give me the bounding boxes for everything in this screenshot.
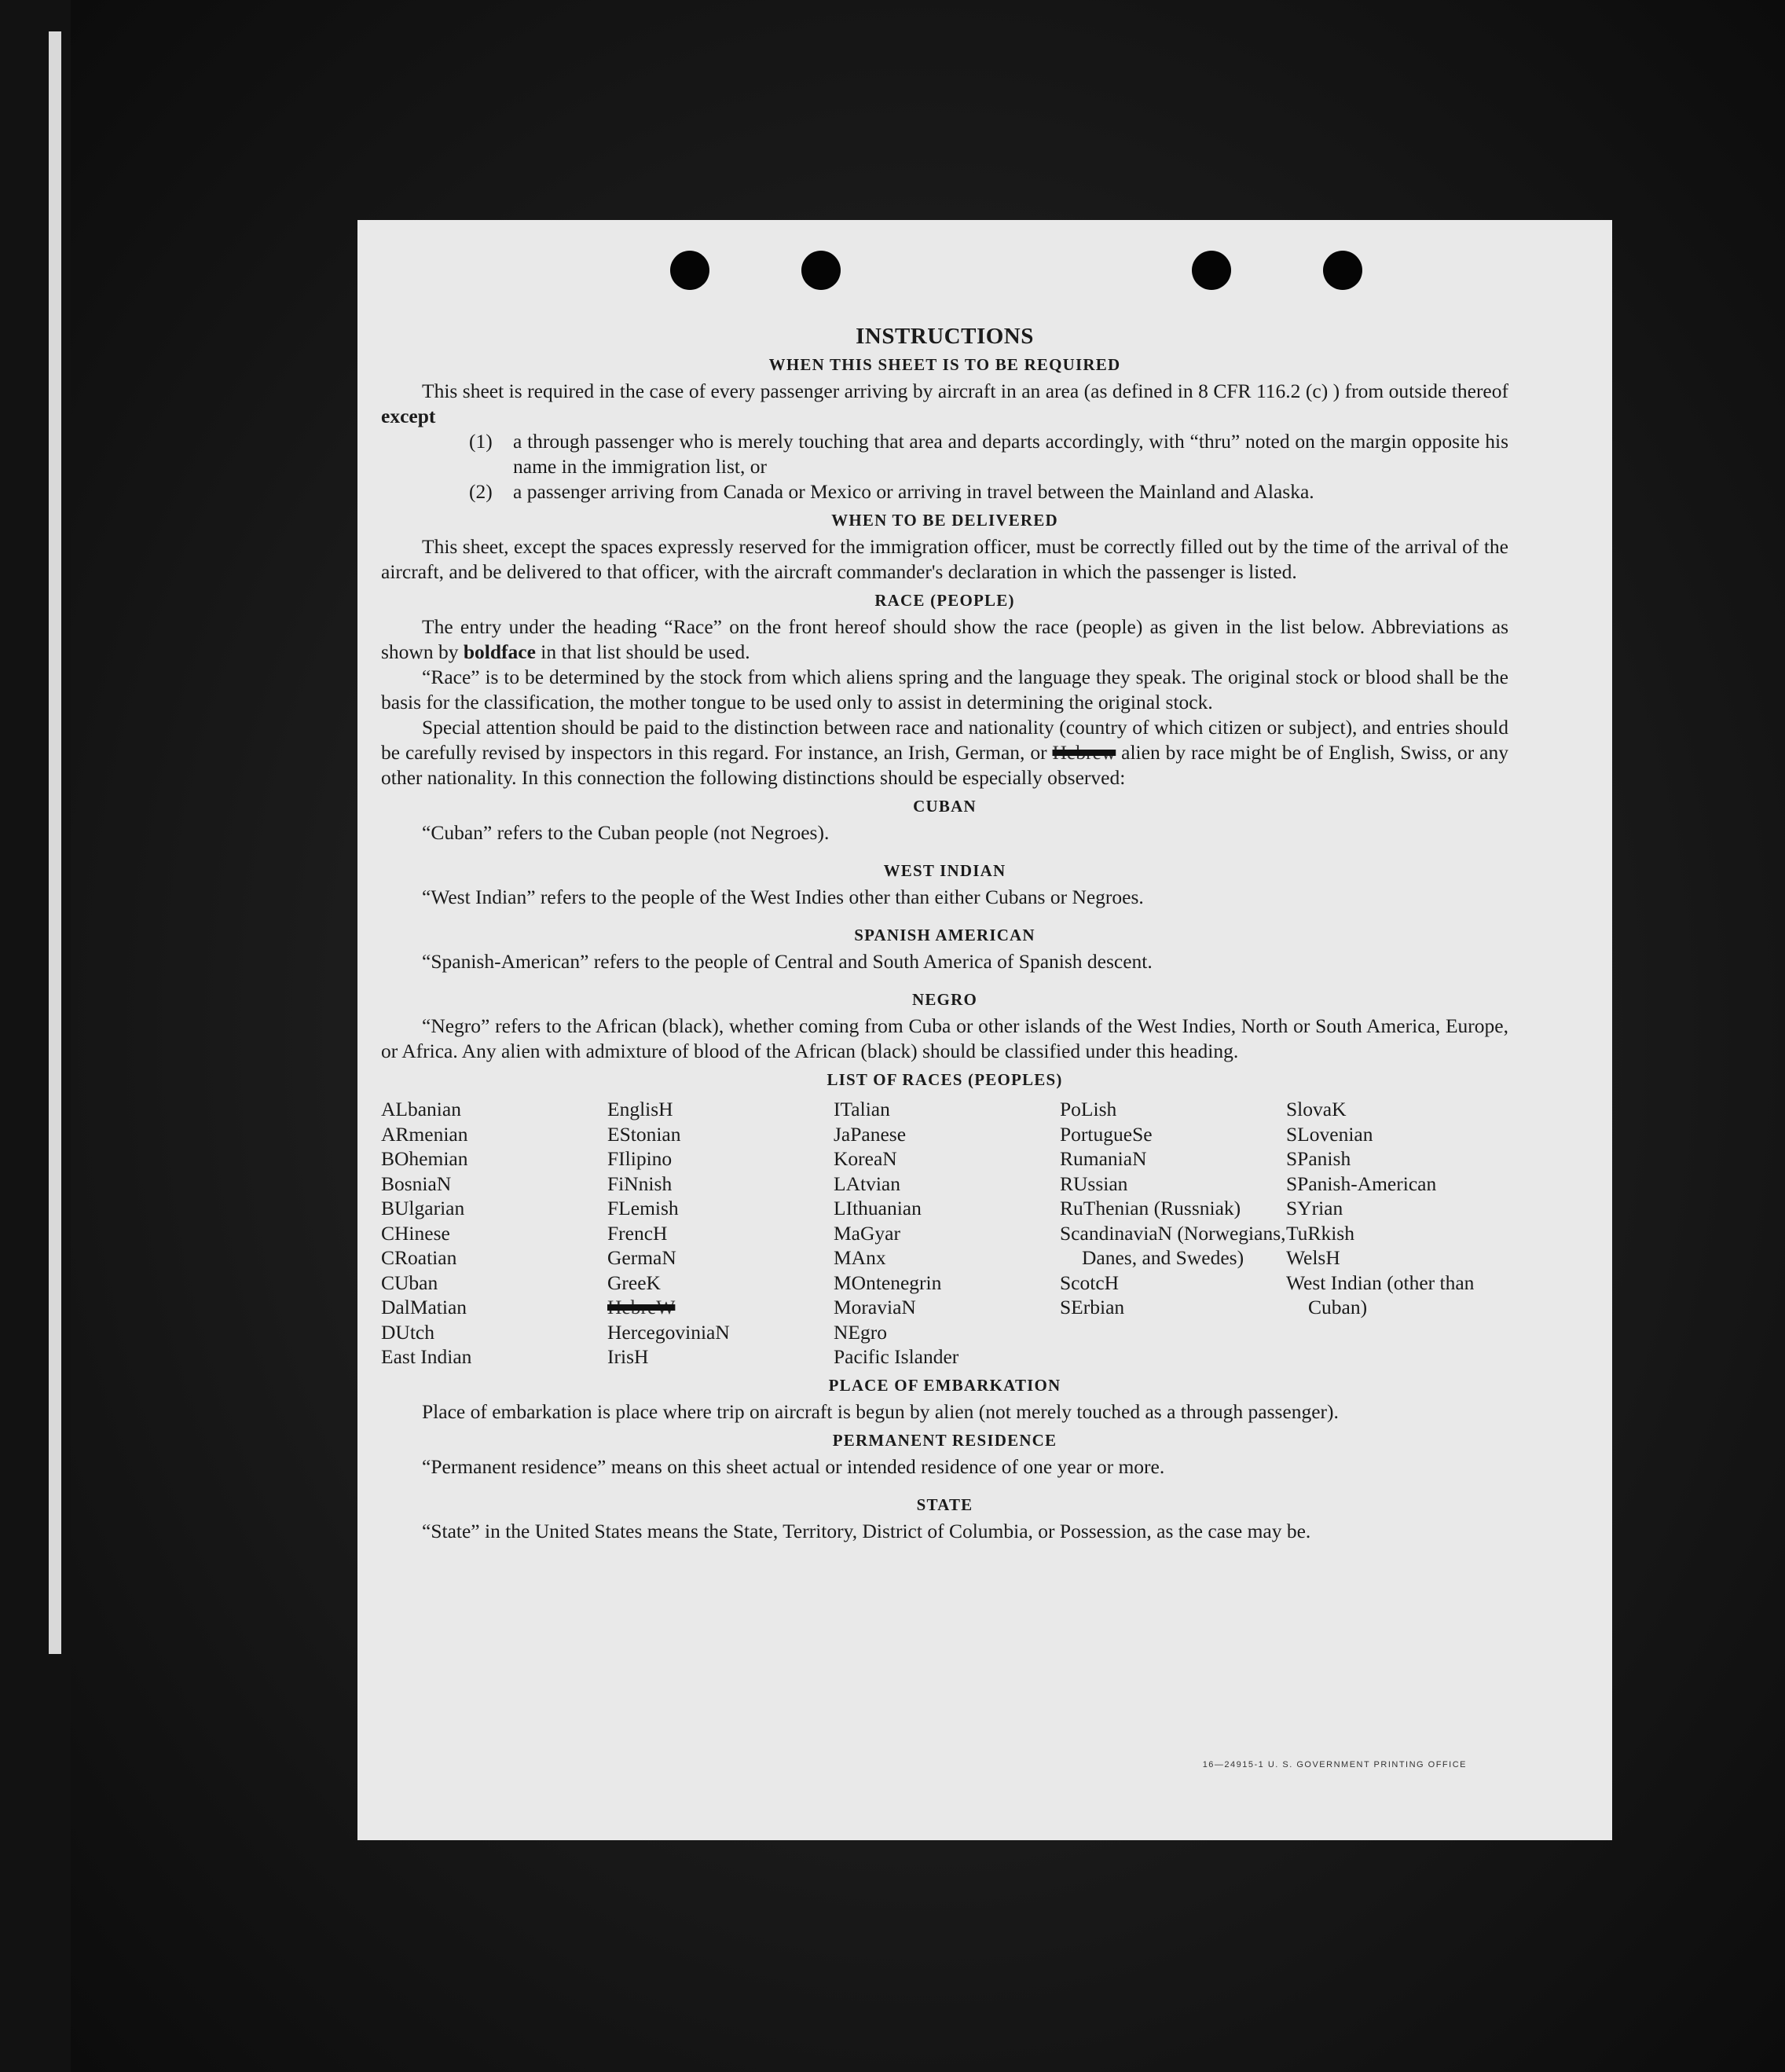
race-entry: PortugueSe <box>1060 1122 1153 1146</box>
races-list <box>381 1097 1508 1370</box>
race-entry: CHinese <box>381 1221 450 1245</box>
race-entry: ScandinaviaN (Norwegians, Danes, and Swedes) <box>1060 1221 1286 1269</box>
paragraph-race-1 <box>381 614 1508 665</box>
race-entry: ARmenian <box>381 1122 468 1146</box>
race-3-text-a: Special attention should be paid to the distinction between race and nationality (country of which citizen or subject), and entries should be carefully revised by inspectors in this regard. For instance, an Irish, German, or <box>381 716 1508 764</box>
race-entry-struck: HebreW <box>607 1296 676 1318</box>
paragraph-west-indian: “West Indian” refers to the people of the West Indies other than either Cubans or Negroes. <box>422 886 1144 908</box>
heading-negro: NEGRO <box>911 990 977 1009</box>
paragraph-required-text: This sheet is required in the case of every passenger arriving by aircraft in an area (as defined in 8 CFR 116.2 (c) ) from outside thereof <box>422 380 1508 402</box>
heading-cuban: CUBAN <box>913 797 977 816</box>
heading-spanish-american: SPANISH AMERICAN <box>854 926 1035 944</box>
page-title: INSTRUCTIONS <box>856 324 1034 349</box>
list-item <box>381 429 1508 479</box>
paragraph-cuban: “Cuban” refers to the Cuban people (not Negroes). <box>422 821 830 844</box>
race-entry: FrencH <box>607 1221 668 1245</box>
races-column-3 <box>834 1097 1060 1370</box>
except-word: except <box>381 405 436 427</box>
race-entry: SLovenian <box>1286 1122 1373 1146</box>
punch-hole <box>1323 251 1362 290</box>
heading-state: STATE <box>916 1494 973 1514</box>
race-entry: FLemish <box>607 1197 679 1219</box>
heading-race: RACE (PEOPLE) <box>874 591 1015 610</box>
race-entry: East Indian <box>381 1345 472 1368</box>
race-1-text-a: The entry under the heading “Race” on the front hereof should show the race (people) as given in the list below. Abbreviations as shown by <box>381 615 1508 663</box>
race-1-text-b: in that list should be used. <box>535 640 750 663</box>
race-entry: DalMatian <box>381 1296 467 1318</box>
punch-hole <box>801 251 841 290</box>
struck-word: Hebrew <box>1052 741 1116 764</box>
race-entry: FiNnish <box>607 1172 673 1195</box>
race-entry: RUssian <box>1060 1172 1128 1195</box>
paragraph-delivered: This sheet, except the spaces expressly reserved for the immigration officer, must be correctly filled out by the time of the arrival of the aircraft, and be delivered to that officer, with the aircraft commander's declaration in which the passenger is listed. <box>381 535 1508 583</box>
race-entry: LAtvian <box>834 1172 900 1195</box>
list-text: a passenger arriving from Canada or Mexico or arriving in travel between the Mainland and Alaska. <box>513 480 1314 503</box>
punch-hole <box>1192 251 1231 290</box>
race-entry: SlovaK <box>1286 1098 1347 1120</box>
list-item <box>381 479 1508 504</box>
race-entry: EStonian <box>607 1122 681 1146</box>
race-3-text-b: alien by race might be of English, Swiss, or any other nationality. In this connection the following distinctions should be especially observed: <box>381 741 1508 789</box>
race-entry: BUlgarian <box>381 1197 465 1219</box>
race-entry: KoreaN <box>834 1147 897 1170</box>
races-column-2 <box>607 1097 834 1370</box>
race-entry: TuRkish <box>1286 1221 1354 1245</box>
races-column-5 <box>1286 1097 1508 1370</box>
races-column-4 <box>1060 1097 1286 1370</box>
heading-list-of-races: LIST OF RACES (PEOPLES) <box>827 1070 1063 1089</box>
race-entry: Pacific Islander <box>834 1345 959 1368</box>
paragraph-negro: “Negro” refers to the African (black), whether coming from Cuba or other islands of the West Indies, North or South America, Europe, or Africa. Any alien with admixture of blood of the African (black) should be classified under this heading. <box>381 1014 1508 1062</box>
race-entry: MaGyar <box>834 1221 900 1245</box>
race-entry: MOntenegrin <box>834 1271 942 1294</box>
race-entry: SPanish-American <box>1286 1172 1437 1195</box>
paragraph-spanish-american: “Spanish-American” refers to the people of Central and South America of Spanish descent. <box>422 950 1153 973</box>
race-entry: HercegoviniaN <box>607 1320 730 1344</box>
punch-hole <box>670 251 709 290</box>
race-entry: LIthuanian <box>834 1197 922 1219</box>
race-entry: GreeK <box>607 1271 661 1294</box>
paragraph-residence: “Permanent residence” means on this sheet actual or intended residence of one year or more. <box>422 1454 1165 1478</box>
race-entry: ITalian <box>834 1098 890 1120</box>
film-edge <box>49 31 61 1654</box>
race-entry: RumaniaN <box>1060 1147 1147 1170</box>
paragraph-state: “State” in the United States means the State, Territory, District of Columbia, or Possession, as the case may be. <box>422 1519 1311 1542</box>
paragraph-race-3 <box>381 715 1508 790</box>
paragraph-required <box>381 379 1508 429</box>
printing-office-code: 16—24915-1 U. S. GOVERNMENT PRINTING OFFICE <box>1202 1760 1467 1769</box>
heading-place-of-embarkation: PLACE OF EMBARKATION <box>828 1375 1061 1395</box>
race-entry: SYrian <box>1286 1197 1343 1219</box>
heading-when-required: WHEN THIS SHEET IS TO BE REQUIRED <box>768 355 1121 374</box>
race-entry: WelsH <box>1286 1246 1340 1269</box>
boldface-word: boldface <box>463 640 536 663</box>
instruction-sheet <box>357 220 1612 1840</box>
race-entry: CUban <box>381 1271 438 1294</box>
document-body <box>381 322 1508 1544</box>
heading-west-indian: WEST INDIAN <box>883 861 1006 880</box>
race-entry: RuThenian (Russniak) <box>1060 1197 1241 1219</box>
race-entry: IrisH <box>607 1345 649 1368</box>
race-entry: FIlipino <box>607 1147 673 1170</box>
heading-permanent-residence: PERMANENT RESIDENCE <box>832 1430 1057 1450</box>
race-entry: ALbanian <box>381 1098 461 1120</box>
race-entry: MoraviaN <box>834 1296 916 1318</box>
list-number: (1) <box>469 430 493 453</box>
race-entry: DUtch <box>381 1320 434 1344</box>
paragraph-embarkation: Place of embarkation is place where trip on aircraft is begun by alien (not merely touched as a through passenger). <box>422 1399 1339 1423</box>
race-entry: ScotcH <box>1060 1271 1120 1294</box>
race-entry: EnglisH <box>607 1098 673 1120</box>
race-entry: BosniaN <box>381 1172 452 1195</box>
heading-when-delivered: WHEN TO BE DELIVERED <box>831 511 1058 530</box>
race-entry: NEgro <box>834 1320 887 1344</box>
list-number: (2) <box>469 480 493 503</box>
race-entry: PoLish <box>1060 1098 1117 1120</box>
race-entry: GermaN <box>607 1246 676 1269</box>
race-entry: CRoatian <box>381 1246 457 1269</box>
paragraph-race-2: “Race” is to be determined by the stock from which aliens spring and the language they speak. The original stock or blood shall be the basis for the classification, the mother tongue to be used only to assist in determining the original stock. <box>381 666 1508 713</box>
race-entry: MAnx <box>834 1246 886 1269</box>
race-entry: SPanish <box>1286 1147 1351 1170</box>
race-entry: JaPanese <box>834 1122 907 1146</box>
races-column-1 <box>381 1097 607 1370</box>
race-entry: BOhemian <box>381 1147 468 1170</box>
list-text: a through passenger who is merely touching that area and departs accordingly, with “thru” noted on the margin opposite his name in the immigration list, or <box>513 430 1508 478</box>
race-entry: West Indian (other than Cuban) <box>1286 1271 1475 1318</box>
race-entry: SErbian <box>1060 1296 1125 1318</box>
